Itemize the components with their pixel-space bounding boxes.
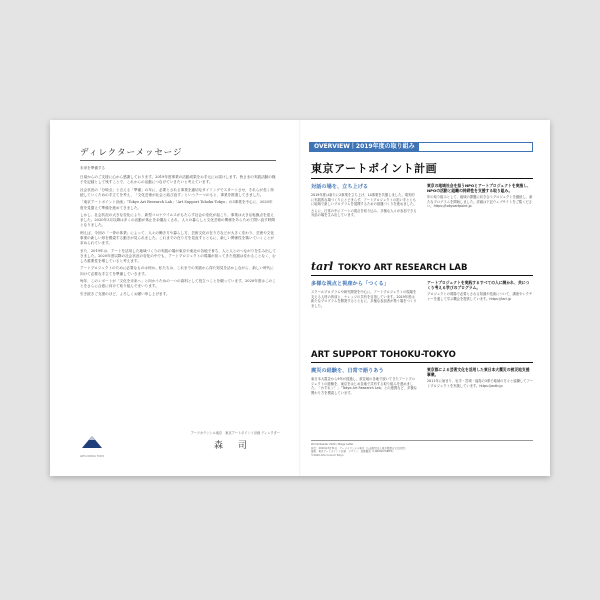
- section-text: 2019年度は新たに2事業を立ち上げ、14事業を共催しました。現実的に実践的な場づくりにとどまらず、アートプロジェクトの担い手とともに地域で新しいプログラムを展開するための基盤づくりを進めました。: [311, 193, 417, 207]
- colophon: [311, 440, 533, 457]
- director-signature: [158, 430, 280, 451]
- section-tarl: [311, 260, 533, 340]
- section-text: 年の取り組みとして、地域の課題に向き合うプロジェクトを継続し、新たなプログラムを開始しました。詳細は下記ウェブサイトをご覧ください。https://tokyoartpoint.jp: [427, 195, 533, 209]
- section-art-support-tohoku: [311, 350, 533, 427]
- section-left-column: [311, 280, 417, 310]
- section-rule: [311, 178, 533, 179]
- left-page: [50, 120, 299, 476]
- overview-header-bar: [309, 142, 533, 152]
- mountain-logo-icon: [80, 434, 104, 450]
- section-brand: ART SUPPORT TOHOKU-TOKYO: [311, 350, 456, 360]
- director-message-body: [80, 166, 276, 299]
- section-left-column: [311, 367, 417, 397]
- section-rule: [311, 275, 533, 276]
- section-right-column: [427, 183, 533, 211]
- message-paragraph: 毎年、このレポートが「文化を未来へ」と向かうための一つの資料として役立つことを願っています。2020年度はこのことをさらに合意に向けて取り組んでまいります。: [80, 278, 276, 289]
- message-paragraph: 引き続きご支援のほど、よろしくお願い申し上げます。: [80, 291, 170, 296]
- section-columns: [311, 367, 533, 427]
- section-right-column: [427, 280, 533, 303]
- colophon-line: 発行：2020年3月31日 アーツカウンシル東京（公益財団法人東京都歴史文化財団）: [311, 446, 407, 450]
- section-brand: [311, 260, 533, 273]
- colophon-line: Words Reader 2020 / Stage Letter: [311, 443, 354, 446]
- message-paragraph: 「東京アートポイント計画」「Tokyo Art Research Lab」「Art Support Tohoku-Tokyo」の3事業を中心に、2020年度を見据えて準備を進めてきました。: [80, 200, 273, 210]
- logo-caption: ARTS COUNCIL TOKYO: [80, 455, 105, 458]
- message-paragraph: しかし、社会状況の大きな変化により、新型コロナウイルスがもたらす社会の変化が起こり、事業は大きな転換点を迎えました。2020年3月以降は多くの活動が休止を余儀なくされ、人々の暮らしと文化芸術の関係をあらためて問い直す時間となりました。: [80, 212, 275, 228]
- director-message-title: ディレクターメッセージ: [80, 148, 183, 158]
- section-text: スクールプログラムや研究開発を中心に、アートプロジェクトの現場を支える人材の育成と、ナレッジの共有を目指しています。2019年度は新たなプログラムを開発するとともに、多様な参加者が集う場をつくりました。: [311, 290, 417, 308]
- section-text: 東日本大震災から9年が経過し、被災地の各地で続いてきたアートプロジェクトの経験を、東京をはじめ各地で共有する取り組みを進めました。「わすれン！」「Tokyo Art Research Lab」との連携など、多様な関わり方を模索しています。: [311, 377, 417, 395]
- signature-title: アーツカウンシル東京 東京アートポイント計画 ディレクター: [190, 431, 280, 435]
- colophon-line: 編集：東京アートポイント計画 デザイン：加藤賢策（LABORATORIES）: [311, 450, 395, 453]
- section-subhead: 対話の場を、立ち上げる: [311, 184, 369, 190]
- message-paragraph: 社会状況の「分岐点」と言える「準備」の年に、必要とされる事業を適切なタイミングでスタートさせ、それらが長く持続していくための手立てを考え、「文化芸術が社会と結び直す」というテーマのもと、事業を推進してきました。: [80, 187, 274, 197]
- message-paragraph: 例えば、今回の「一斉の休業」によって、人々の働き方や暮らし方、芸術文化の在り方などが大きく変わり、芸術や文化事業の新しい形を模索する動きが見られました。これまでの在り方を見直すとともに、新しい関係性を築いていくことが求められています。: [80, 230, 275, 246]
- magazine-spread: [50, 120, 550, 476]
- greeting-line: 未来を準備する: [80, 166, 106, 170]
- section-right-column: [427, 367, 533, 390]
- section-subhead: 震災の経験を、日常で語りあう: [311, 368, 384, 374]
- right-page: [301, 120, 550, 476]
- section-lead: 東京都による芸術文化を活用した東日本大震災の被災地支援事業。: [427, 367, 530, 377]
- section-left-column: [311, 183, 417, 220]
- section-lead: 東京の地域社会を担うNPOとアートプロジェクトを実施し、NPOの活動と組織の持続性を支援する取り組み。: [427, 183, 531, 193]
- overview-label: OVERVIEW｜2019年度の取り組み: [310, 143, 419, 151]
- message-paragraph: アートプロジェクトのために必要なものは何か。私たちは、これまでの実践から得た知見を活かしながら、新しい時代に向けて必要な手立てを準備していきます。: [80, 266, 274, 276]
- section-columns: [311, 280, 533, 340]
- section-brand-name: TOKYO ART RESEARCH LAB: [338, 263, 468, 273]
- section-lead: アートプロジェクトを実践するすべての人に開かれ、共につくり考える学びのプログラム。: [427, 280, 530, 290]
- section-subhead: 多様な視点と視座から「つくる」: [311, 281, 389, 287]
- message-paragraph: また、2019年は、アートを活用した地域づくりの実践の場が東京や東北の各地で育ち、人と人とのつながりを生み出してきました。2020年度以降の社会状況の変化の中でも、アートプロジェクトの現場が担ってきた役割は変わることなく、むしろ重要性を増していると考えます。: [80, 248, 276, 263]
- tarl-logo: tarl: [311, 260, 334, 273]
- colophon-line: ©2020 Arts Council Tokyo: [311, 453, 344, 457]
- handwritten-signature: 森 司: [213, 441, 250, 451]
- section-rule: [311, 362, 533, 363]
- section-text: プロジェクトの現場で必要とされる知識や技術について、講座やレクチャーを通して学ぶ機会を提供しています。https://tarl.jp: [427, 292, 533, 301]
- arts-council-logo: [80, 434, 104, 458]
- section-columns: [311, 183, 533, 243]
- section-text: 2011年に始まり、岩手・宮城・福島の3県で地域の方々と協働してアートプロジェクトを実施しています。https://asttr.jp: [427, 379, 533, 388]
- section-text: さらに、日常の中にアートの視点を取り込み、多様な人々が参加できる対話の場を生み出しています。: [311, 208, 417, 218]
- section-brand: 東京アートポイント計画: [311, 162, 438, 175]
- message-paragraph: 日頃からのご支援に心から感謝しております。2019年度事業の活動成果をお手元にお届けします。皆さまの実践活動の様子を記録として残すことで、これからの活動につなげていきたいと考えています。: [80, 175, 276, 185]
- title-divider: [80, 160, 276, 161]
- section-tokyo-art-point: [311, 160, 533, 243]
